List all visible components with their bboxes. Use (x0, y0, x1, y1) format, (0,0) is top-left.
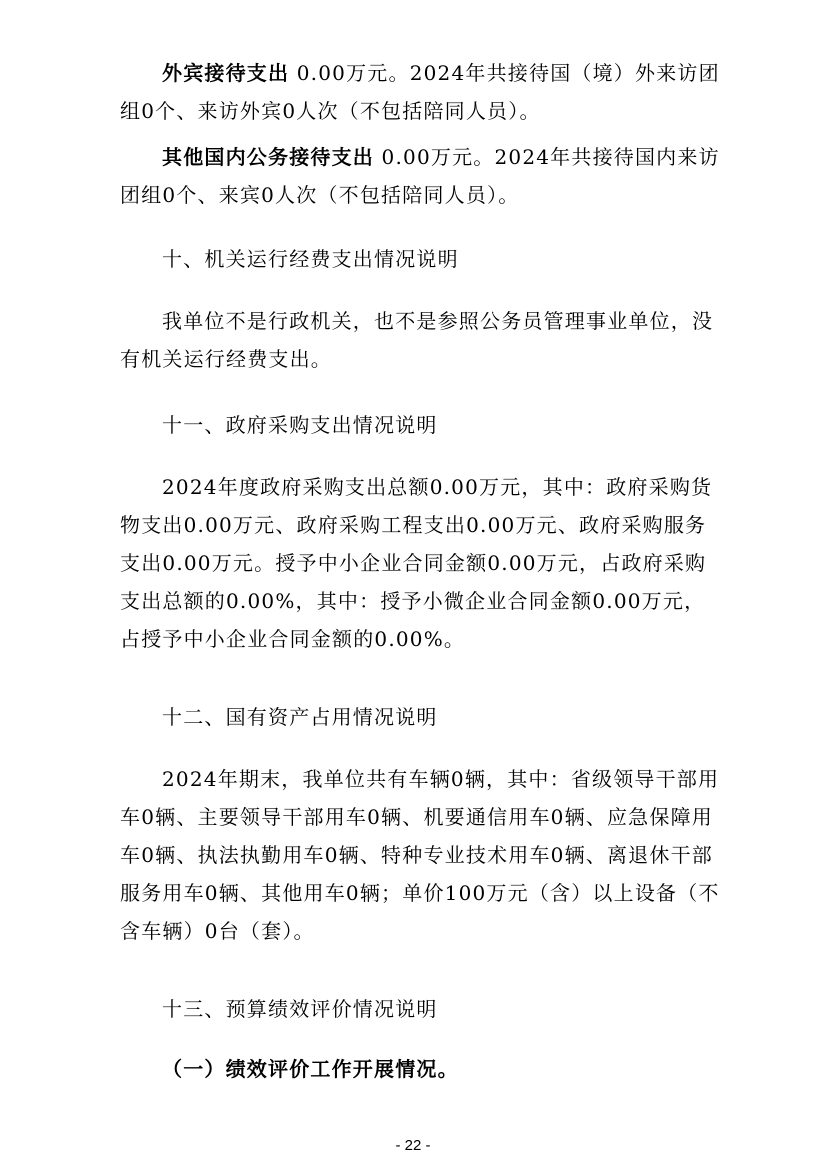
foreign-reception-paragraph (120, 54, 720, 130)
subheading-performance-work: （一）绩效评价工作开展情况。 (162, 1057, 459, 1081)
section-heading-assets: 十二、国有资产占用情况说明 (162, 705, 438, 729)
section-heading-performance: 十三、预算绩效评价情况说明 (162, 997, 438, 1021)
page-number: - 22 - (395, 1137, 431, 1154)
domestic-reception-label: 其他国内公务接待支出 (162, 145, 374, 169)
domestic-reception-paragraph (120, 138, 720, 214)
foreign-reception-text: 0.00万元。2024年共接待国（境）外来访团组0个、来访外宾0人次（不包括陪同人员）。 (120, 61, 720, 123)
procurement-paragraph: 2024年度政府采购支出总额0.00万元，其中：政府采购货物支出0.00万元、政府采购工程支出0.00万元、政府采购服务支出0.00万元。授予中小企业合同金额0.00万元，占政府采购支出总额的0.00%，其中：授予小微企业合同金额0.00万元，占授予中小企业合同金额的0.00%。 (120, 475, 713, 651)
foreign-reception-label: 外宾接待支出 (162, 61, 290, 85)
domestic-reception-text: 0.00万元。2024年共接待国内来访团组0个、来宾0人次（不包括陪同人员）。 (120, 145, 720, 207)
agency-operation-paragraph: 我单位不是行政机关，也不是参照公务员管理事业单位，没有机关运行经费支出。 (120, 309, 714, 371)
section-heading-agency-operation: 十、机关运行经费支出情况说明 (162, 247, 459, 271)
section-heading-procurement: 十一、政府采购支出情况说明 (162, 413, 438, 437)
assets-paragraph: 2024年期末，我单位共有车辆0辆，其中：省级领导干部用车0辆、主要领导干部用车0辆、机要通信用车0辆、应急保障用车0辆、执法执勤用车0辆、特种专业技术用车0辆、离退休干部服务用车0辆、其他用车0辆；单价100万元（含）以上设备（不含车辆）0台（套）。 (120, 767, 720, 943)
